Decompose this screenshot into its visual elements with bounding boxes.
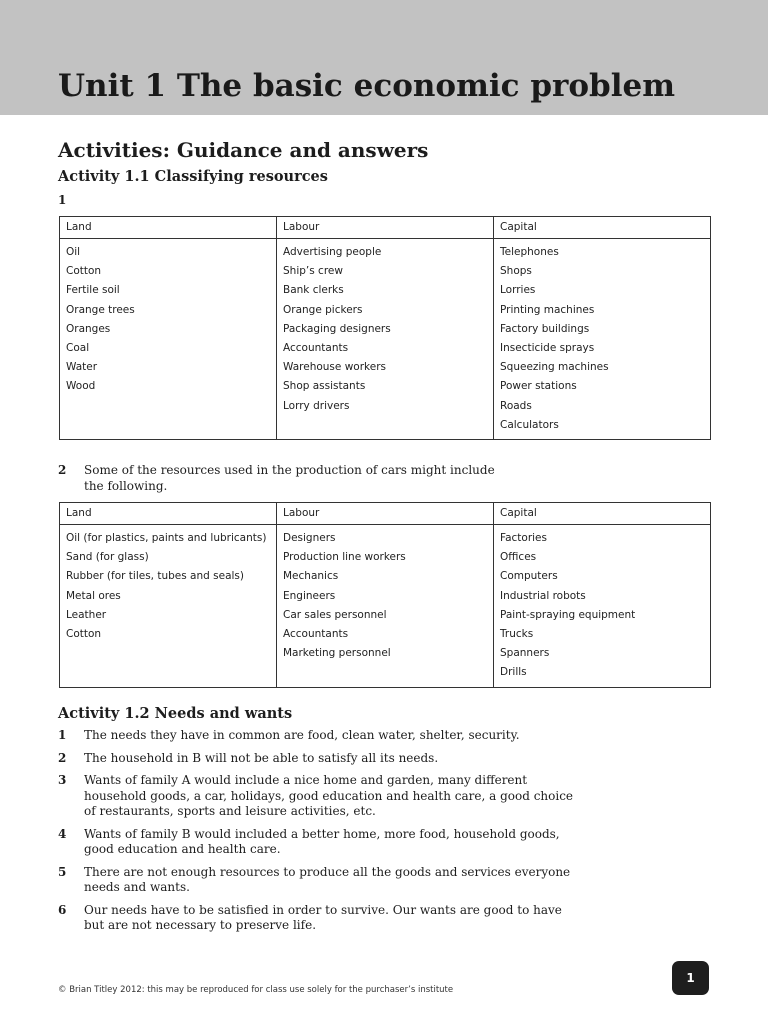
table-cell-item: Fertile soil xyxy=(66,284,120,297)
list-item xyxy=(58,728,578,744)
resources-table-1 xyxy=(59,216,711,440)
answer-number: 1 xyxy=(58,728,67,742)
table-cell-item: Sand (for glass) xyxy=(66,551,149,564)
table-cell-item: Rubber (for tiles, tubes and seals) xyxy=(66,570,244,583)
table-cell-item: Orange trees xyxy=(66,303,135,316)
table-cell-item: Wood xyxy=(66,380,96,393)
unit-title: Unit 1 The basic economic problem xyxy=(58,68,676,104)
answer-text: Wants of family A would include a nice home and garden, many different household goods, a car, holidays, good education and health care, a good choice of restaurants, sports and leisure activities, etc. xyxy=(84,773,574,818)
table-cell-item: Metal ores xyxy=(66,589,121,602)
list-item xyxy=(58,865,578,896)
table-cell-item: Printing machines xyxy=(500,303,595,316)
table-cell-item: Leather xyxy=(66,608,107,621)
table2-header-capital: Capital xyxy=(494,503,711,525)
section-title: Activities: Guidance and answers xyxy=(58,138,429,162)
table-cell-item: Power stations xyxy=(500,380,577,393)
table-cell-item: Engineers xyxy=(283,589,336,602)
table-cell-item: Squeezing machines xyxy=(500,361,609,374)
table-cell-item: Ship’s crew xyxy=(283,265,343,278)
answer-number: 3 xyxy=(58,773,67,787)
table-cell-item: Oil (for plastics, paints and lubricants) xyxy=(66,532,267,544)
table1-col-land xyxy=(60,239,277,440)
table-cell-item: Cotton xyxy=(66,265,102,278)
table-cell-item: Paint-spraying equipment xyxy=(500,608,636,621)
table-cell-item: Oranges xyxy=(66,322,111,335)
answer-number: 4 xyxy=(58,826,67,841)
answer-text: The household in B will not be able to satisfy all its needs. xyxy=(84,750,439,765)
table-cell-item: Shops xyxy=(500,265,532,278)
question-1-number: 1 xyxy=(58,193,67,207)
table2-col-labour xyxy=(277,525,494,688)
needs-wants-answers xyxy=(58,728,578,941)
table-cell-item: Water xyxy=(66,361,98,374)
table-cell-item: Drills xyxy=(500,666,527,679)
table-cell-item: Production line workers xyxy=(283,551,406,564)
table-cell-item: Cotton xyxy=(66,628,102,641)
table-cell-item: Accountants xyxy=(283,628,349,641)
table2-header-labour: Labour xyxy=(277,503,494,525)
table-cell-item: Computers xyxy=(500,570,558,583)
table-cell-item: Calculators xyxy=(500,418,559,431)
table-cell-item: Trucks xyxy=(500,628,534,641)
table-cell-item: Coal xyxy=(66,342,90,355)
table-cell-item: Warehouse workers xyxy=(283,361,386,374)
answer-number: 5 xyxy=(58,864,67,879)
question-2-number: 2 xyxy=(58,463,67,477)
activity-1-1-title: Activity 1.1 Classifying resources xyxy=(58,168,328,185)
answer-text: There are not enough resources to produce all the goods and services everyone needs and wants. xyxy=(84,864,571,894)
answer-text: The needs they have in common are food, clean water, shelter, security. xyxy=(84,728,520,742)
table-cell-item: Oil xyxy=(66,246,81,258)
table-cell-item: Packaging designers xyxy=(283,322,391,335)
table1-header-land: Land xyxy=(60,217,277,239)
answer-text: Wants of family B would included a better home, more food, household goods, good education and health care. xyxy=(84,826,560,856)
table-cell-item: Lorry drivers xyxy=(283,399,350,412)
list-item xyxy=(58,903,578,934)
table-cell-item: Marketing personnel xyxy=(283,647,391,660)
table2-header-land: Land xyxy=(60,503,277,525)
table-cell-item: Telephones xyxy=(500,246,559,258)
table1-col-capital xyxy=(494,239,711,440)
table-cell-item: Offices xyxy=(500,551,537,564)
table-cell-item: Advertising people xyxy=(283,246,382,258)
copyright-footer: © Brian Titley 2012: this may be reproduced for class use solely for the purchaser’s institute xyxy=(58,985,454,995)
table2-col-land xyxy=(60,525,277,688)
table-cell-item: Industrial robots xyxy=(500,589,586,602)
question-2-text: Some of the resources used in the production of cars might include the following. xyxy=(84,463,495,493)
list-item xyxy=(58,773,578,820)
answer-text: Our needs have to be satisfied in order to survive. Our wants are good to have but are not necessary to preserve life. xyxy=(84,902,562,932)
table-cell-item: Bank clerks xyxy=(283,284,344,297)
table-cell-item: Accountants xyxy=(283,342,349,355)
table-cell-item: Shop assistants xyxy=(283,380,366,393)
table1-col-labour xyxy=(277,239,494,440)
answer-number: 2 xyxy=(58,750,67,765)
table1-header-labour: Labour xyxy=(277,217,494,239)
table-cell-item: Factories xyxy=(500,532,547,544)
resources-table-2 xyxy=(59,502,711,688)
activity-1-2-title: Activity 1.2 Needs and wants xyxy=(58,705,293,722)
table-cell-item: Factory buildings xyxy=(500,322,590,335)
table-cell-item: Mechanics xyxy=(283,570,339,583)
page-number-badge: 1 xyxy=(672,961,709,995)
answer-number: 6 xyxy=(58,902,67,917)
table-cell-item: Lorries xyxy=(500,284,536,297)
table-cell-item: Orange pickers xyxy=(283,303,363,316)
table-cell-item: Insecticide sprays xyxy=(500,342,595,355)
table-cell-item: Roads xyxy=(500,399,532,412)
table2-col-capital xyxy=(494,525,711,688)
list-item xyxy=(58,827,578,858)
table1-header-capital: Capital xyxy=(494,217,711,239)
table-cell-item: Car sales personnel xyxy=(283,608,387,621)
list-item xyxy=(58,751,578,767)
table-cell-item: Spanners xyxy=(500,647,550,660)
table-cell-item: Designers xyxy=(283,532,336,544)
